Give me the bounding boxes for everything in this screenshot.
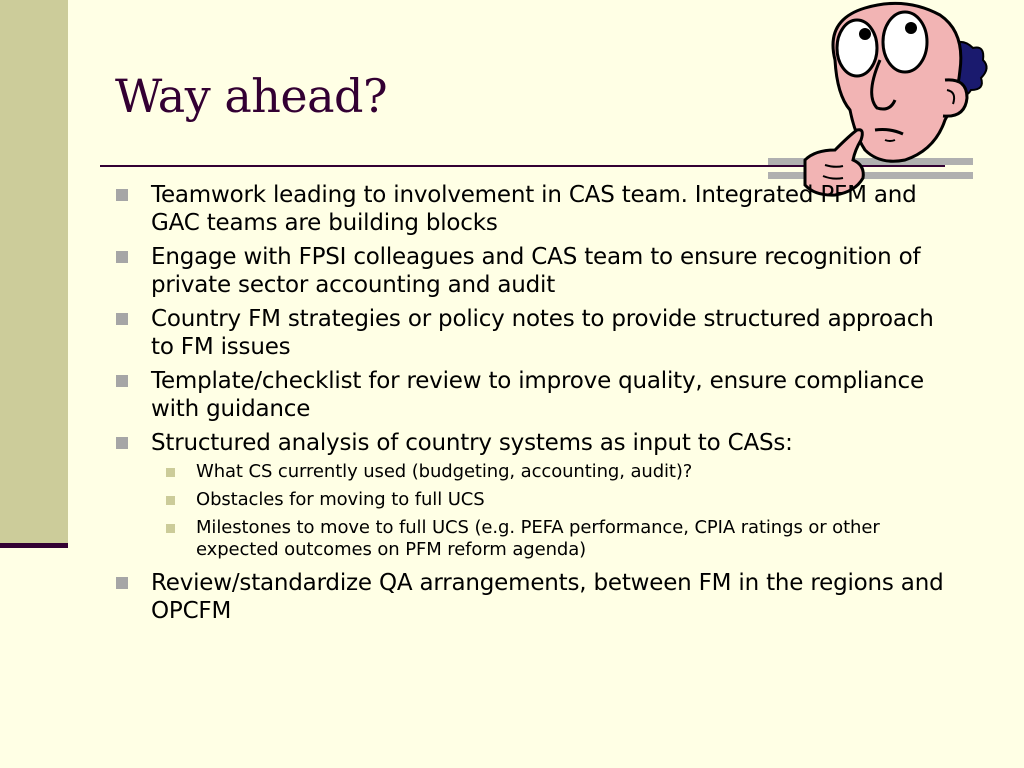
square-bullet-icon — [116, 251, 128, 263]
bullet-item — [116, 429, 976, 457]
bullet-text: Structured analysis of country systems as input to CASs: — [151, 430, 793, 456]
square-bullet-icon — [116, 437, 128, 449]
bullet-text: Country FM strategies or policy notes to provide structured approach to FM issues — [151, 306, 934, 360]
left-accent-rule — [0, 543, 68, 548]
sub-bullet-item — [166, 517, 976, 561]
bullet-item — [116, 367, 976, 423]
sub-bullet-item — [166, 461, 976, 483]
sub-bullet-text: Obstacles for moving to full UCS — [196, 489, 485, 510]
thinking-cartoon-face-icon — [795, 0, 995, 200]
slide-title: Way ahead? — [115, 69, 388, 123]
bullet-item — [116, 569, 976, 625]
square-bullet-icon — [116, 189, 128, 201]
square-sub-bullet-icon — [166, 468, 175, 477]
bullet-text: Review/standardize QA arrangements, between FM in the regions and OPCFM — [151, 570, 944, 624]
square-sub-bullet-icon — [166, 524, 175, 533]
bullet-list — [116, 181, 976, 631]
sub-bullet-text: What CS currently used (budgeting, accounting, audit)? — [196, 461, 693, 482]
bullet-item — [116, 181, 976, 237]
left-accent-strip — [0, 0, 68, 548]
bullet-text: Teamwork leading to involvement in CAS team. Integrated PFM and GAC teams are building blocks — [151, 182, 917, 236]
bullet-text: Engage with FPSI colleagues and CAS team to ensure recognition of private sector accounting and audit — [151, 244, 921, 298]
square-sub-bullet-icon — [166, 496, 175, 505]
sub-bullet-item — [166, 489, 976, 511]
bullet-item — [116, 243, 976, 299]
square-bullet-icon — [116, 577, 128, 589]
bullet-item — [116, 305, 976, 361]
square-bullet-icon — [116, 313, 128, 325]
sub-bullet-text: Milestones to move to full UCS (e.g. PEFA performance, CPIA ratings or other expected outcomes on PFM reform agenda) — [196, 517, 880, 560]
square-bullet-icon — [116, 375, 128, 387]
bullet-text: Template/checklist for review to improve quality, ensure compliance with guidance — [151, 368, 924, 422]
